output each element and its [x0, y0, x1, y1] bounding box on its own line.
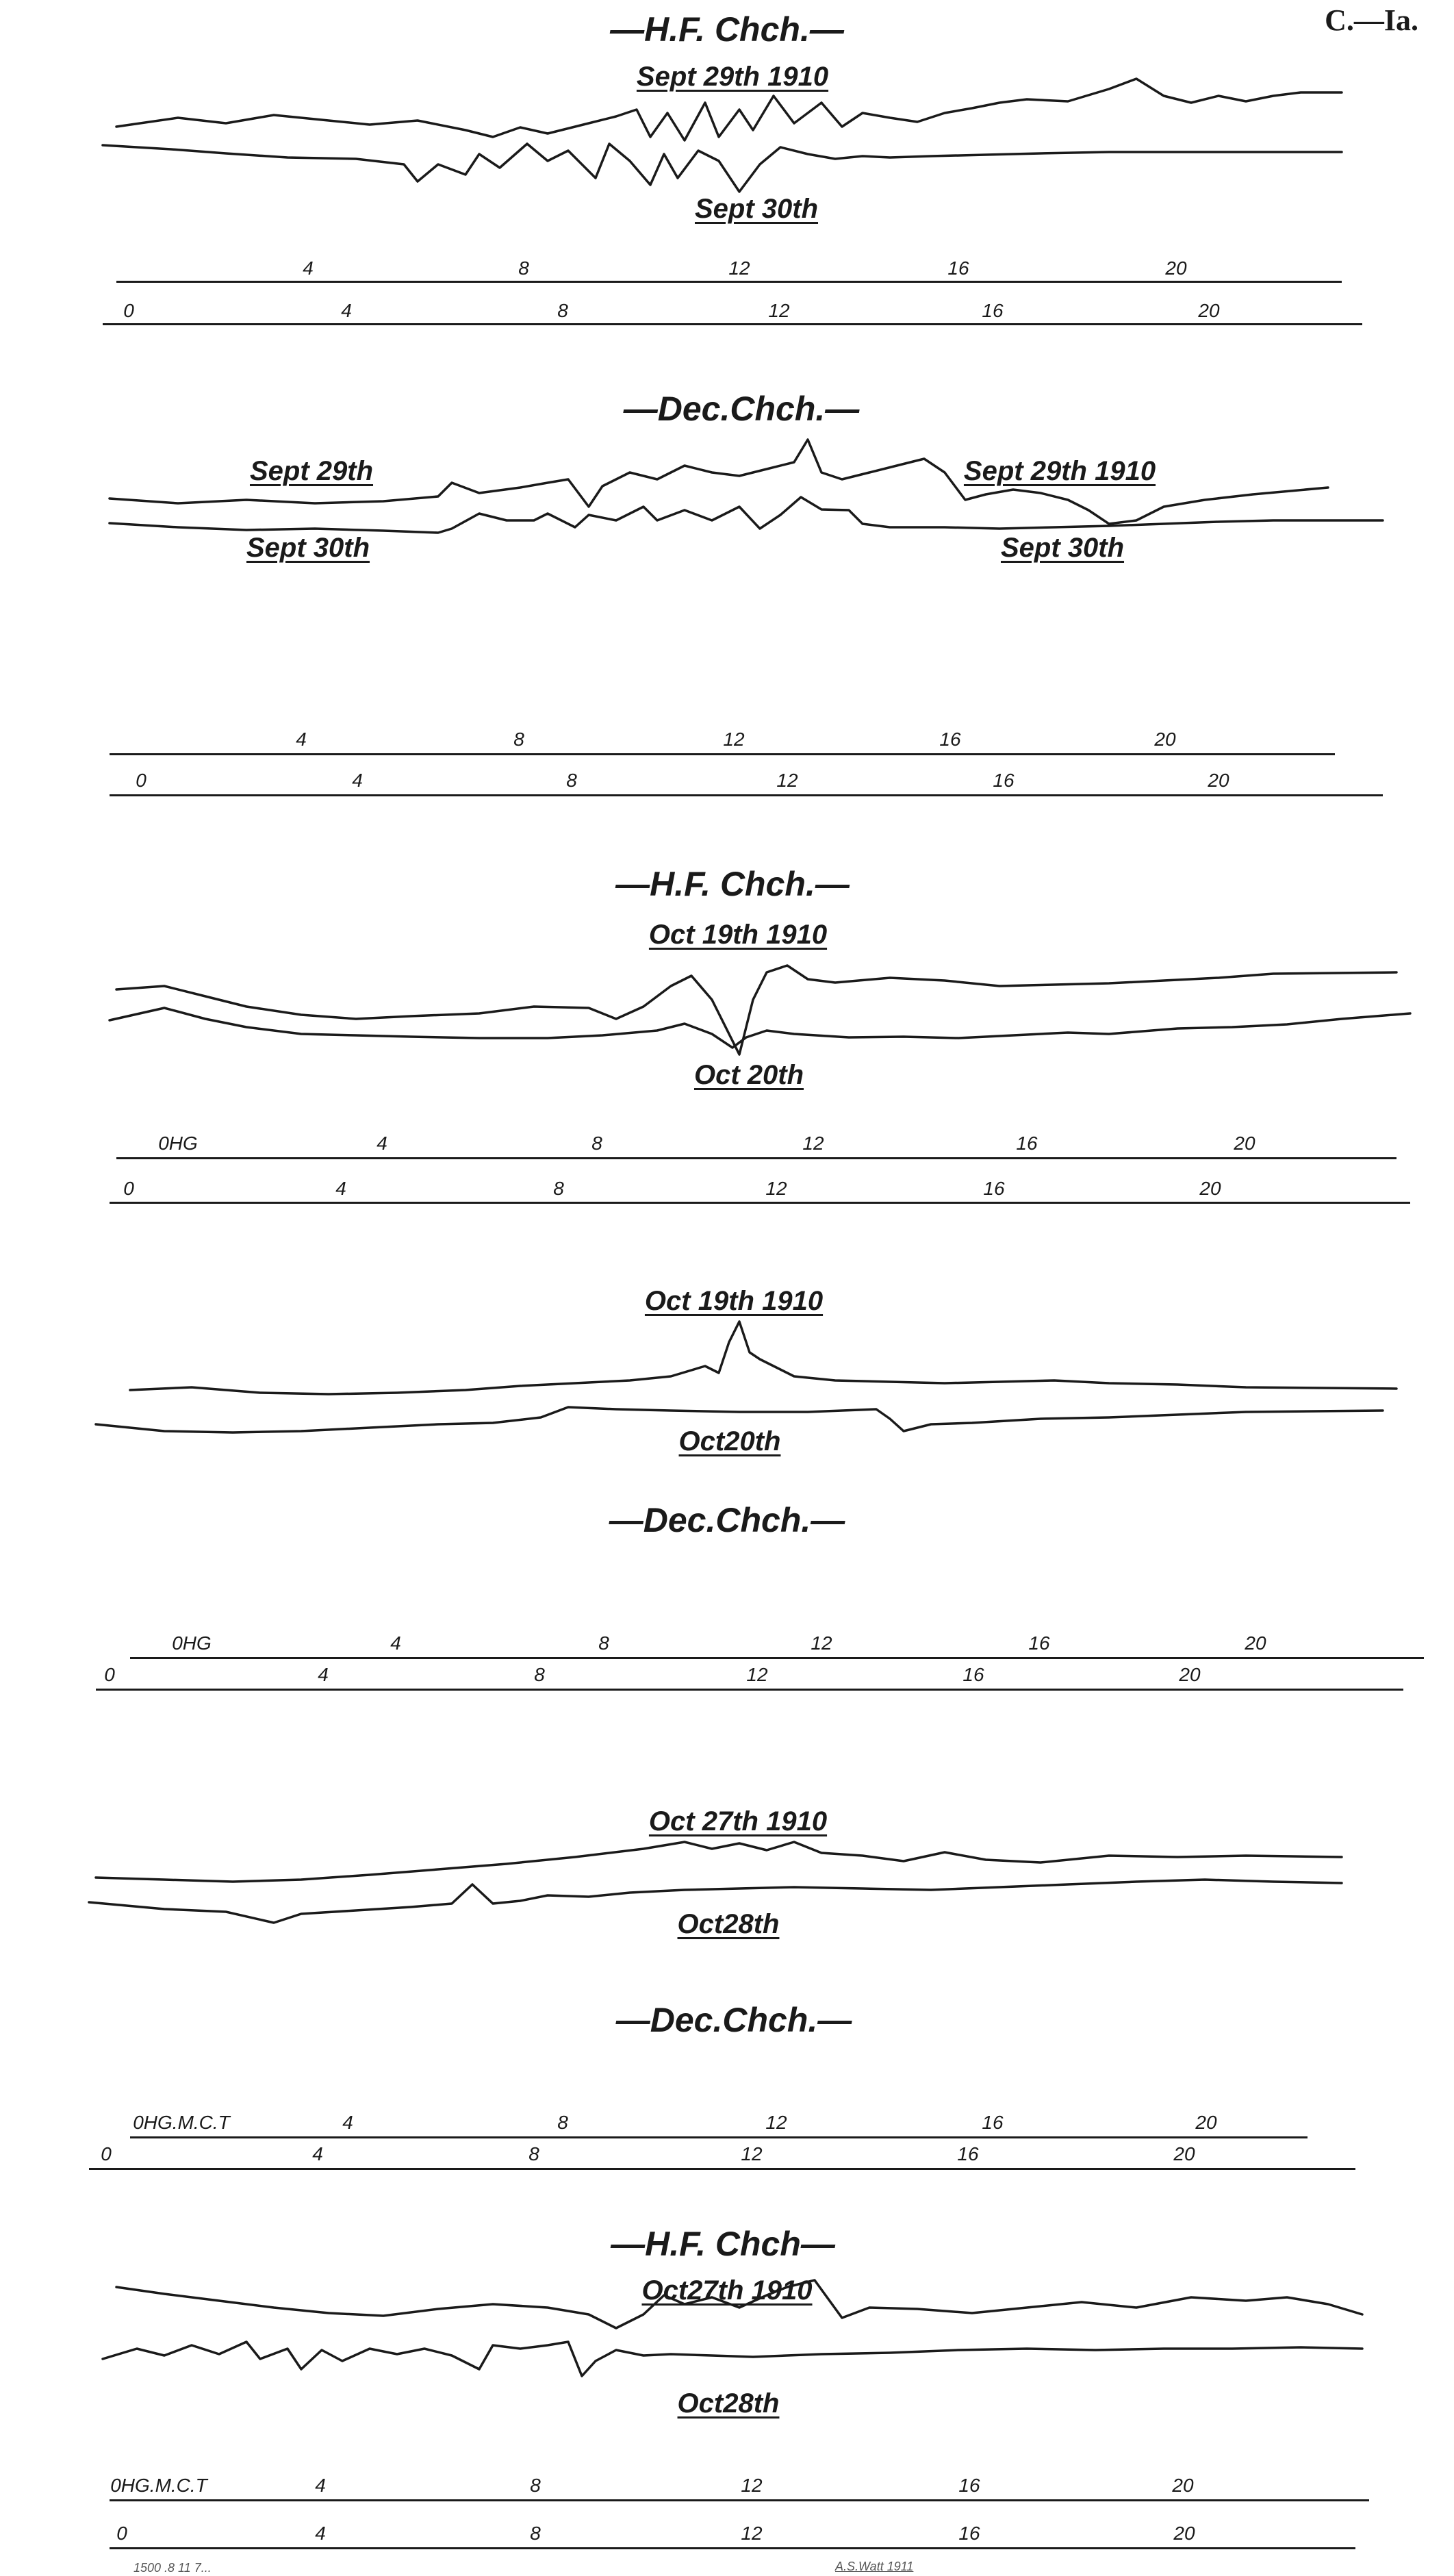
panel-6-top-tick: 20 [1172, 2475, 1194, 2496]
trace-curve [110, 440, 1328, 524]
signature: A.S.Watt 1911 [835, 2560, 914, 2573]
print-note: 1500 .8 11 7... [133, 2561, 212, 2575]
panel-6-top-tick: 8 [530, 2475, 541, 2496]
panel-5-date-2: Oct28th [677, 1909, 780, 1939]
panel-2-bottom-tick: 8 [566, 770, 577, 791]
panel-1-bottom-tick: 16 [982, 300, 1004, 321]
panel-6-top-tick: 12 [741, 2475, 763, 2496]
panel-1-bottom-tick: 4 [341, 300, 352, 321]
panel-1-top-tick: 20 [1165, 257, 1187, 279]
panel-4-bottom-tick: 12 [746, 1664, 768, 1685]
panel-3-bottom-tick: 4 [335, 1178, 346, 1199]
panel-5-date-1: Oct 27th 1910 [648, 1806, 828, 1836]
panel-3-date-2: Oct 20th [693, 1060, 804, 1090]
panel-5-top-tick: 8 [557, 2112, 568, 2133]
trace-curve [89, 1880, 1342, 1923]
panel-3-top-tick: 4 [377, 1133, 387, 1154]
trace-curve [130, 1322, 1396, 1394]
panel-2-date-1: Sept 29th [249, 456, 374, 486]
panel-4-date-2: Oct20th [678, 1426, 781, 1456]
panel-5-title: —Dec.Chch.— [615, 2001, 852, 2039]
panel-3-bottom-tick: 20 [1199, 1178, 1221, 1199]
panel-1-top-tick: 4 [303, 257, 314, 279]
panel-4-bottom-tick: 0 [104, 1664, 115, 1685]
panel-2-top-tick: 16 [939, 729, 961, 750]
panel-2-top-tick: 4 [296, 729, 307, 750]
panel-2-date-4: Sept 30th [1000, 533, 1125, 563]
trace-curve [116, 2280, 1362, 2328]
panel-4-top-tick: 8 [598, 1632, 609, 1654]
panel-1-top-tick: 16 [947, 257, 969, 279]
panel-3-date-1: Oct 19th 1910 [648, 920, 828, 950]
panel-1-date-1: Sept 29th 1910 [636, 62, 829, 92]
panel-1-bottom-tick: 20 [1198, 300, 1220, 321]
panel-1-bottom-tick: 8 [557, 300, 568, 321]
panel-5-top-tick: 16 [982, 2112, 1004, 2133]
panel-5-top-tick: 12 [765, 2112, 787, 2133]
panel-1-bottom-tick: 0 [123, 300, 134, 321]
panel-4-top-tick: 4 [390, 1632, 401, 1654]
trace-curve [116, 965, 1396, 1055]
panel-4-top-tick: 12 [811, 1632, 832, 1654]
panel-6-bottom-tick: 8 [530, 2523, 541, 2544]
panel-6-title: —H.F. Chch— [611, 2225, 835, 2263]
trace-curve [116, 79, 1342, 140]
panel-2-bottom-tick: 12 [776, 770, 798, 791]
panel-4-bottom-tick: 20 [1179, 1664, 1201, 1685]
panel-4-top-tick: 16 [1028, 1632, 1050, 1654]
panel-6-bottom-tick: 4 [315, 2523, 326, 2544]
panel-3-top-tick: 16 [1016, 1133, 1038, 1154]
panel-3-top-tick: 20 [1234, 1133, 1255, 1154]
panel-4-top-tick: 20 [1245, 1632, 1266, 1654]
panel-6-date-2: Oct28th [677, 2388, 780, 2419]
panel-1-top-tick: 12 [728, 257, 750, 279]
panel-2-top-tick: 20 [1154, 729, 1176, 750]
panel-4-date-1: Oct 19th 1910 [644, 1286, 824, 1316]
panel-2-title: —Dec.Chch.— [623, 390, 860, 428]
panel-2-date-2: Sept 30th [246, 533, 370, 563]
panel-4-top-tick: 0HG [172, 1632, 212, 1654]
panel-4-bottom-tick: 8 [534, 1664, 545, 1685]
panel-3-bottom-tick: 0 [123, 1178, 134, 1199]
panel-4-title: —Dec.Chch.— [609, 1501, 845, 1539]
panel-5-bottom-tick: 12 [741, 2143, 763, 2164]
panel-6-top-tick: 0HG.M.C.T [110, 2475, 207, 2496]
trace-curve [96, 1407, 1383, 1432]
panel-5-top-tick: 0HG.M.C.T [133, 2112, 230, 2133]
panel-6-bottom-tick: 0 [116, 2523, 127, 2544]
panel-2-top-tick: 8 [513, 729, 524, 750]
panel-3-top-tick: 8 [591, 1133, 602, 1154]
panel-2-bottom-tick: 16 [993, 770, 1015, 791]
panel-5-bottom-tick: 4 [312, 2143, 323, 2164]
panel-1-bottom-tick: 12 [768, 300, 790, 321]
panel-1-title: —H.F. Chch.— [610, 10, 844, 49]
panel-3-top-tick: 0HG [158, 1133, 198, 1154]
panel-3-bottom-tick: 16 [983, 1178, 1005, 1199]
panel-5-bottom-tick: 8 [528, 2143, 539, 2164]
panel-2-bottom-tick: 20 [1208, 770, 1229, 791]
panel-5-top-tick: 4 [342, 2112, 353, 2133]
panel-3-title: —H.F. Chch.— [615, 865, 850, 903]
panel-4-bottom-tick: 16 [962, 1664, 984, 1685]
panel-4-bottom-tick: 4 [318, 1664, 329, 1685]
panel-6-bottom-tick: 12 [741, 2523, 763, 2544]
trace-curve [103, 144, 1342, 192]
panel-6-top-tick: 4 [315, 2475, 326, 2496]
panel-2-date-3: Sept 29th 1910 [963, 456, 1156, 486]
panel-6-date-1: Oct27th 1910 [641, 2275, 813, 2306]
panel-3-top-tick: 12 [802, 1133, 824, 1154]
panel-5-bottom-tick: 20 [1173, 2143, 1195, 2164]
panel-5-top-tick: 20 [1195, 2112, 1217, 2133]
panel-6-bottom-tick: 16 [958, 2523, 980, 2544]
panel-5-bottom-tick: 0 [101, 2143, 112, 2164]
panel-2-top-tick: 12 [723, 729, 745, 750]
trace-curve [103, 2342, 1362, 2376]
panel-6-top-tick: 16 [958, 2475, 980, 2496]
trace-curve [96, 1842, 1342, 1882]
panel-1-date-2: Sept 30th [694, 194, 819, 224]
panel-6-bottom-tick: 20 [1173, 2523, 1195, 2544]
panel-5-bottom-tick: 16 [957, 2143, 979, 2164]
panel-2-bottom-tick: 4 [352, 770, 363, 791]
panel-1-top-tick: 8 [518, 257, 529, 279]
panel-3-bottom-tick: 8 [553, 1178, 564, 1199]
panel-2-bottom-tick: 0 [136, 770, 146, 791]
panel-3-bottom-tick: 12 [765, 1178, 787, 1199]
plate-id: C.—Ia. [1325, 3, 1418, 37]
